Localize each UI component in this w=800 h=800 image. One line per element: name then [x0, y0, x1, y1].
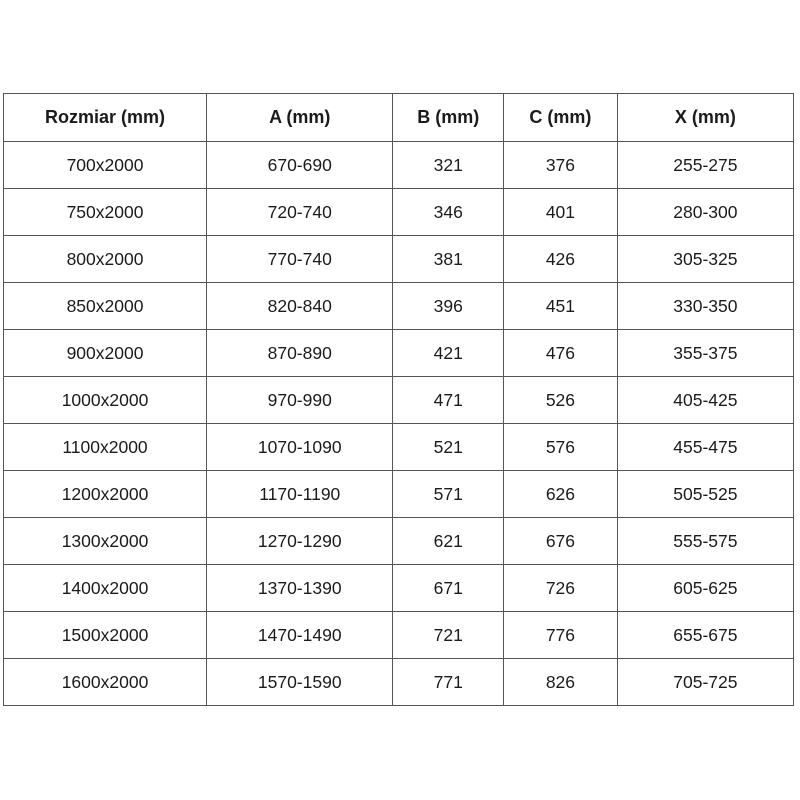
table-cell: 850x2000 — [4, 283, 207, 330]
table-cell: 1600x2000 — [4, 659, 207, 706]
table-cell: 376 — [504, 142, 618, 189]
header-row — [4, 94, 794, 142]
table-cell: 471 — [393, 377, 504, 424]
table-cell: 1170-1190 — [207, 471, 393, 518]
column-header: A (mm) — [207, 94, 393, 142]
table-cell: 676 — [504, 518, 618, 565]
table-row — [4, 471, 794, 518]
table-cell: 1270-1290 — [207, 518, 393, 565]
table-cell: 421 — [393, 330, 504, 377]
table-body — [4, 142, 794, 706]
table-cell: 1470-1490 — [207, 612, 393, 659]
table-row — [4, 659, 794, 706]
column-header: B (mm) — [393, 94, 504, 142]
table-row — [4, 236, 794, 283]
table-cell: 720-740 — [207, 189, 393, 236]
table-cell: 621 — [393, 518, 504, 565]
table-cell: 970-990 — [207, 377, 393, 424]
table-cell: 820-840 — [207, 283, 393, 330]
table-row — [4, 377, 794, 424]
table-row — [4, 330, 794, 377]
column-header: Rozmiar (mm) — [4, 94, 207, 142]
table-cell: 401 — [504, 189, 618, 236]
table-cell: 726 — [504, 565, 618, 612]
table-cell: 305-325 — [617, 236, 793, 283]
table-cell: 505-525 — [617, 471, 793, 518]
table-cell: 700x2000 — [4, 142, 207, 189]
table-cell: 321 — [393, 142, 504, 189]
table-cell: 346 — [393, 189, 504, 236]
table-cell: 721 — [393, 612, 504, 659]
table-row — [4, 142, 794, 189]
table-cell: 705-725 — [617, 659, 793, 706]
column-header: C (mm) — [504, 94, 618, 142]
table-cell: 576 — [504, 424, 618, 471]
table-cell: 571 — [393, 471, 504, 518]
table-cell: 255-275 — [617, 142, 793, 189]
table-cell: 655-675 — [617, 612, 793, 659]
table-cell: 1370-1390 — [207, 565, 393, 612]
table-cell: 555-575 — [617, 518, 793, 565]
table-cell: 900x2000 — [4, 330, 207, 377]
table-cell: 1400x2000 — [4, 565, 207, 612]
table-row — [4, 518, 794, 565]
table-cell: 280-300 — [617, 189, 793, 236]
table-cell: 870-890 — [207, 330, 393, 377]
table-row — [4, 565, 794, 612]
table-cell: 426 — [504, 236, 618, 283]
table-cell: 381 — [393, 236, 504, 283]
table-cell: 770-740 — [207, 236, 393, 283]
table-row — [4, 189, 794, 236]
table-cell: 330-350 — [617, 283, 793, 330]
table-cell: 750x2000 — [4, 189, 207, 236]
table-cell: 405-425 — [617, 377, 793, 424]
table-cell: 526 — [504, 377, 618, 424]
size-table — [3, 93, 794, 706]
table-cell: 670-690 — [207, 142, 393, 189]
table-cell: 1570-1590 — [207, 659, 393, 706]
table-row — [4, 424, 794, 471]
table-cell: 396 — [393, 283, 504, 330]
table-cell: 626 — [504, 471, 618, 518]
table-cell: 1070-1090 — [207, 424, 393, 471]
table-cell: 521 — [393, 424, 504, 471]
table-cell: 476 — [504, 330, 618, 377]
table-cell: 1500x2000 — [4, 612, 207, 659]
table-cell: 1000x2000 — [4, 377, 207, 424]
table-cell: 355-375 — [617, 330, 793, 377]
column-header: X (mm) — [617, 94, 793, 142]
table-cell: 776 — [504, 612, 618, 659]
table-cell: 605-625 — [617, 565, 793, 612]
table-cell: 826 — [504, 659, 618, 706]
table-cell: 1200x2000 — [4, 471, 207, 518]
table-cell: 771 — [393, 659, 504, 706]
table-row — [4, 283, 794, 330]
table-row — [4, 612, 794, 659]
table-cell: 451 — [504, 283, 618, 330]
table-cell: 1100x2000 — [4, 424, 207, 471]
table-cell: 671 — [393, 565, 504, 612]
table-cell: 1300x2000 — [4, 518, 207, 565]
table-cell: 800x2000 — [4, 236, 207, 283]
table-cell: 455-475 — [617, 424, 793, 471]
